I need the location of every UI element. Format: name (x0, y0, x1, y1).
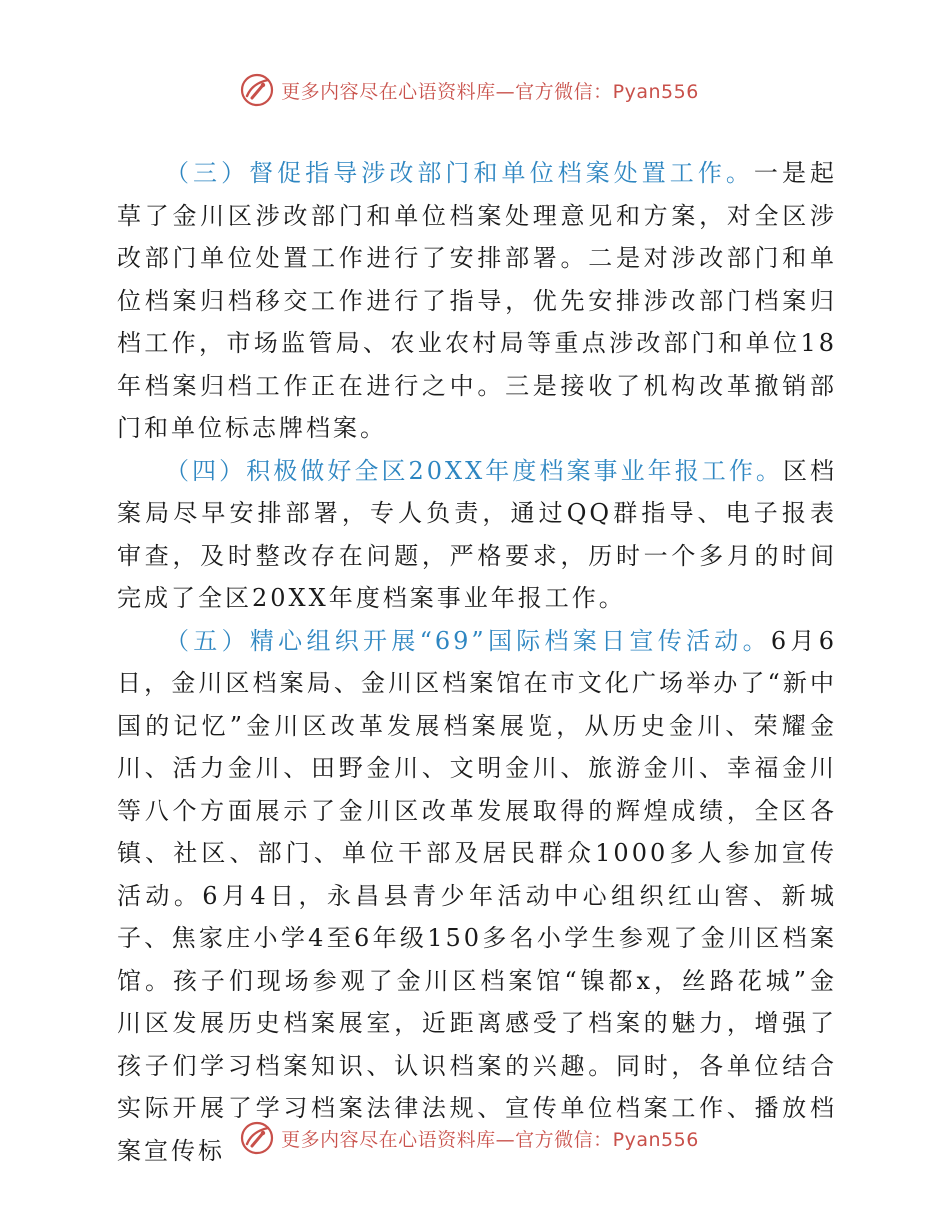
section-5-body: 6月6日，金川区档案局、金川区档案馆在市文化广场举办了“新中国的记忆”金川区改革发展档案展览，从历史金川、荣耀金川、活力金川、田野金川、文明金川、旅游金川、幸福金川等八个方面展示了金川区改革发展取得的辉煌成绩，全区各镇、社区、部门、单位干部及居民群众1000多人参加宣传活动。6月4日，永昌县青少年活动中心组织红山窖、新城子、焦家庄小学4至6年级150多名小学生参观了金川区档案馆。孩子们现场参观了金川区档案馆“镍都x，丝路花城”金川区发展历史档案展室，近距离感受了档案的魅力，增强了孩子们学习档案知识、认识档案的兴趣。同时，各单位结合实际开展了学习档案法律法规、宣传单位档案工作、播放档案宣传标 (117, 626, 837, 1165)
section-3-body: 一是起草了金川区涉改部门和单位档案处理意见和方案，对全区涉改部门单位处置工作进行了安排部署。二是对涉改部门和单位档案归档移交工作进行了指导，优先安排涉改部门档案归档工作，市场监管局、农业农村局等重点涉改部门和单位18年档案归档工作正在进行之中。三是接收了机构改革撤销部门和单位标志牌档案。 (117, 159, 838, 442)
footer-banner (0, 1118, 950, 1158)
paragraph-section-5 (117, 620, 837, 1173)
library-logo-icon (239, 1120, 275, 1156)
footer-banner-text: 更多内容尽在心语资料库—官方微信：Pyan556 (281, 1128, 699, 1151)
paragraph-section-4 (117, 450, 837, 620)
section-4-body: 区档案局尽早安排部署，专人负责，通过QQ群指导、电子报表审查，及时整改存在问题，严格要求，历时一个多月的时间完成了全区20XX年度档案事业年报工作。 (117, 456, 837, 612)
section-5-heading: （五）精心组织开展“69”国际档案日宣传活动。 (165, 626, 771, 655)
document-body (117, 152, 837, 1172)
section-3-heading: （三）督促指导涉改部门和单位档案处置工作。 (165, 159, 754, 187)
header-banner-inner (239, 72, 699, 108)
header-banner (0, 70, 950, 110)
paragraph-section-3 (117, 152, 837, 450)
library-logo-icon (239, 72, 275, 108)
section-4-heading: （四）积极做好全区20XX年度档案事业年报工作。 (165, 456, 783, 485)
header-banner-text: 更多内容尽在心语资料库—官方微信：Pyan556 (281, 80, 699, 103)
footer-banner-inner (239, 1120, 699, 1156)
